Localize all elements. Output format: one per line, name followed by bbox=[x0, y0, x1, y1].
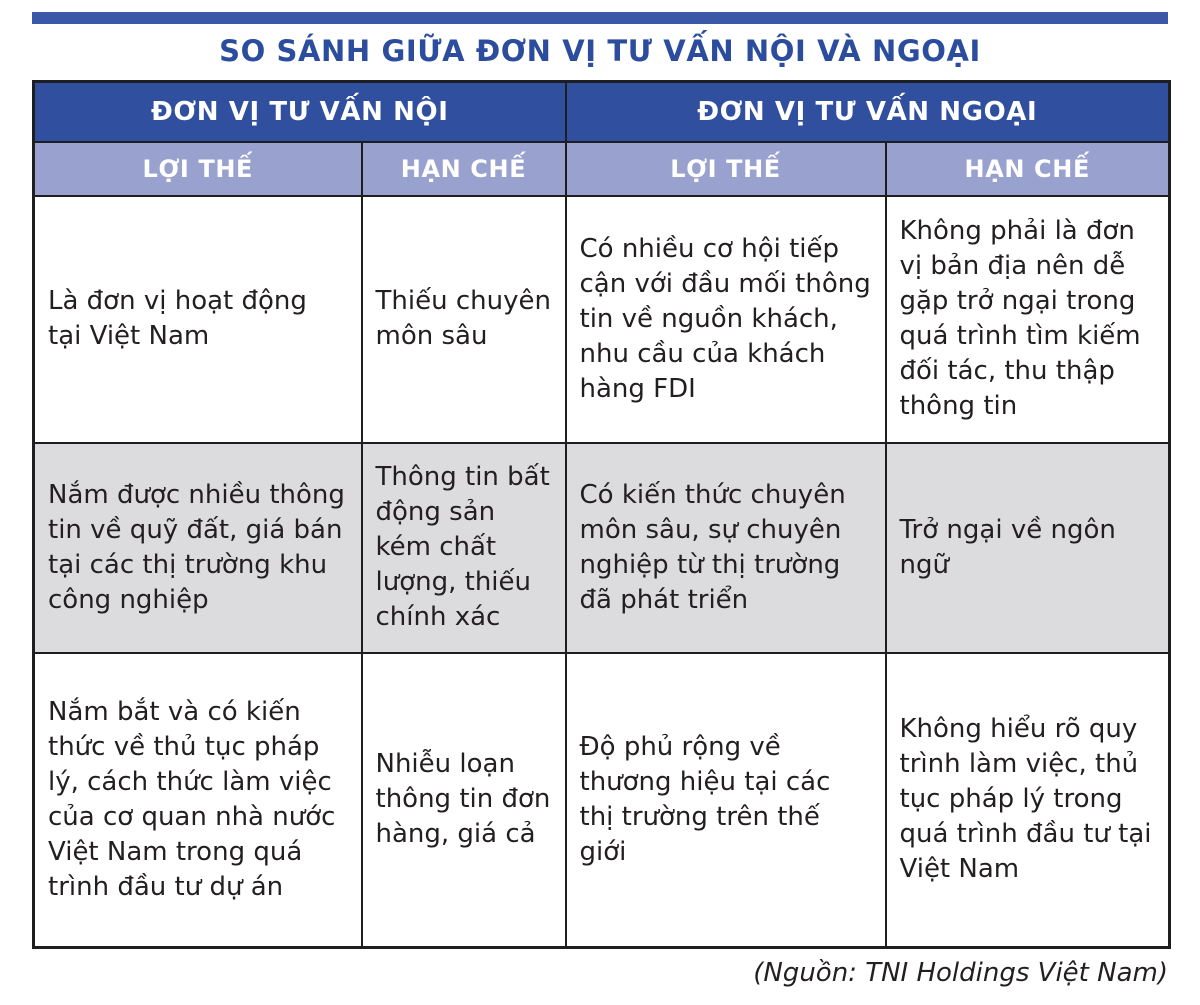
column-header-row bbox=[34, 142, 1170, 196]
table-cell: Có nhiều cơ hội tiếp cận với đầu mối thông tin về nguồn khách, nhu cầu của khách hàng FDI bbox=[566, 196, 886, 443]
table-cell: Nhiễu loạn thông tin đơn hàng, giá cả bbox=[362, 653, 566, 948]
table-cell: Không phải là đơn vị bản địa nên dễ gặp trở ngại trong quá trình tìm kiếm đối tác, thu thập thông tin bbox=[886, 196, 1170, 443]
table-cell: Độ phủ rộng về thương hiệu tại các thị trường trên thế giới bbox=[566, 653, 886, 948]
table-row bbox=[34, 196, 1170, 443]
table-row bbox=[34, 653, 1170, 948]
top-divider-rule bbox=[32, 12, 1168, 24]
col-header-external-limitation: HẠN CHẾ bbox=[886, 142, 1170, 196]
group-header-external-unit: ĐƠN VỊ TƯ VẤN NGOẠI bbox=[566, 82, 1170, 142]
table-row bbox=[34, 443, 1170, 653]
table-cell: Là đơn vị hoạt động tại Việt Nam bbox=[34, 196, 362, 443]
table-cell: Có kiến thức chuyên môn sâu, sự chuyên nghiệp từ thị trường đã phát triển bbox=[566, 443, 886, 653]
comparison-table bbox=[32, 80, 1171, 949]
table-cell: Thông tin bất động sản kém chất lượng, thiếu chính xác bbox=[362, 443, 566, 653]
col-header-internal-advantage: LỢI THẾ bbox=[34, 142, 362, 196]
page-title: SO SÁNH GIỮA ĐƠN VỊ TƯ VẤN NỘI VÀ NGOẠI bbox=[219, 34, 981, 68]
source-note: (Nguồn: TNI Holdings Việt Nam) bbox=[753, 958, 1168, 988]
table-cell: Nắm bắt và có kiến thức về thủ tục pháp lý, cách thức làm việc của cơ quan nhà nước Việt Nam trong quá trình đầu tư dự án bbox=[34, 653, 362, 948]
group-header-internal-unit: ĐƠN VỊ TƯ VẤN NỘI bbox=[34, 82, 566, 142]
col-header-internal-limitation: HẠN CHẾ bbox=[362, 142, 566, 196]
table-cell: Thiếu chuyên môn sâu bbox=[362, 196, 566, 443]
table-cell: Không hiểu rõ quy trình làm việc, thủ tục pháp lý trong quá trình đầu tư tại Việt Nam bbox=[886, 653, 1170, 948]
col-header-external-advantage: LỢI THẾ bbox=[566, 142, 886, 196]
table-cell: Trở ngại về ngôn ngữ bbox=[886, 443, 1170, 653]
group-header-row bbox=[34, 82, 1170, 142]
table-cell: Nắm được nhiều thông tin về quỹ đất, giá bán tại các thị trường khu công nghiệp bbox=[34, 443, 362, 653]
